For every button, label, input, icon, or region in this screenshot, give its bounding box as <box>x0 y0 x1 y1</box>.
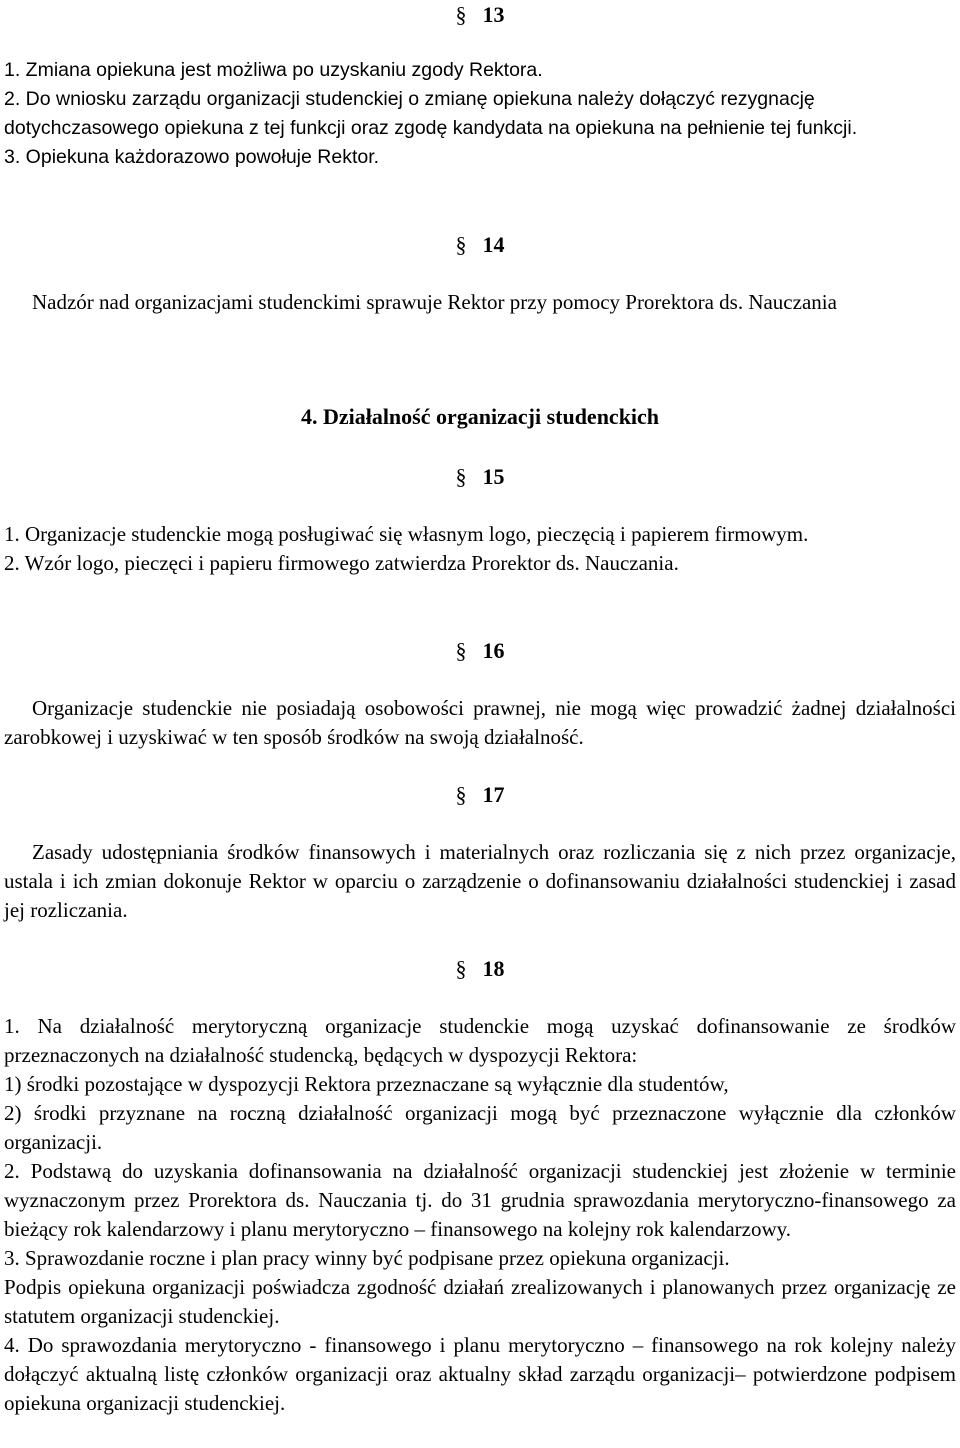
section-16-heading <box>0 636 960 666</box>
section-symbol: § <box>455 638 467 663</box>
paragraph: Nadzór nad organizacjami studenckimi sprawuje Rektor przy pomocy Prorektora ds. Nauczania <box>32 290 837 314</box>
section-number: 13 <box>482 2 505 27</box>
paragraph: 1. Na działalność merytoryczną organizacje studenckie mogą uzyskać dofinansowanie ze środków przeznaczonych na działalność studencką, będących w dyspozycji Rektora: <box>4 1014 956 1067</box>
chapter-heading: 4. Działalność organizacji studenckich <box>300 404 660 429</box>
paragraph: Organizacje studenckie nie posiadają osobowości prawnej, nie mogą więc prowadzić żadnej działalności zarobkowej i uzyskiwać w ten sposób środków na swoją działalność. <box>4 696 956 749</box>
paragraph: 2) środki przyznane na roczną działalność organizacji mogą być przeznaczone wyłącznie dla członków organizacji. <box>4 1101 956 1154</box>
section-13-body <box>4 56 956 172</box>
section-14-body <box>4 288 956 317</box>
section-17-heading <box>0 780 960 810</box>
paragraph: Podpis opiekuna organizacji poświadcza zgodność działań zrealizowanych i planowanych przez organizację ze statutem organizacji studenckiej. <box>4 1275 956 1328</box>
section-number: 15 <box>482 464 505 489</box>
section-symbol: § <box>455 464 467 489</box>
section-17-body <box>4 838 956 925</box>
section-symbol: § <box>455 956 467 981</box>
section-13-heading <box>0 0 960 30</box>
paragraph: 3. Opiekuna każdorazowo powołuje Rektor. <box>4 146 380 168</box>
paragraph: 1. Organizacje studenckie mogą posługiwać się własnym logo, pieczęcią i papierem firmowym. <box>4 522 809 546</box>
paragraph: 3. Sprawozdanie roczne i plan pracy winny być podpisane przez opiekuna organizacji. <box>4 1246 730 1270</box>
section-symbol: § <box>455 2 467 27</box>
section-15-heading <box>0 462 960 492</box>
section-16-body <box>4 694 956 752</box>
section-number: 16 <box>482 638 505 663</box>
paragraph: 4. Do sprawozdania merytoryczno - finansowego i planu merytoryczno – finansowego na rok kolejny należy dołączyć aktualną listę członków organizacji oraz aktualny skład zarządu organizacji– potwierdzone podpisem opiekuna organizacji studenckiej. <box>4 1333 956 1415</box>
section-number: 14 <box>482 232 505 257</box>
paragraph: 2. Do wniosku zarządu organizacji studenckiej o zmianę opiekuna należy dołączyć rezygnację dotychczasowego opiekuna z tej funkcji oraz zgodę kandydata na opiekuna na pełnienie tej funkcji. <box>4 88 858 139</box>
section-18-heading <box>0 954 960 984</box>
section-symbol: § <box>455 232 467 257</box>
section-18-body <box>4 1012 956 1418</box>
paragraph: Zasady udostępniania środków finansowych i materialnych oraz rozliczania się z nich przez organizacje, ustala i ich zmian dokonuje Rektor w oparciu o zarządzenie o dofinansowaniu działalności studenckiej i zasad jej rozliczania. <box>4 840 956 922</box>
paragraph: 1. Zmiana opiekuna jest możliwa po uzyskaniu zgody Rektora. <box>4 59 543 81</box>
paragraph: 1) środki pozostające w dyspozycji Rektora przeznaczane są wyłącznie dla studentów, <box>4 1072 729 1096</box>
section-14-heading <box>0 230 960 260</box>
section-number: 18 <box>482 956 505 981</box>
section-number: 17 <box>482 782 505 807</box>
paragraph: 2. Podstawą do uzyskania dofinansowania na działalność organizacji studenckiej jest złożenie w terminie wyznaczonym przez Prorektora ds. Nauczania tj. do 31 grudnia sprawozdania merytoryczno-finansowego za bieżący rok kalendarzowy i planu merytoryczno – finansowego na kolejny rok kalendarzowy. <box>4 1159 956 1241</box>
section-15-body <box>4 520 956 578</box>
paragraph: 2. Wzór logo, pieczęci i papieru firmowego zatwierdza Prorektor ds. Nauczania. <box>4 551 679 575</box>
section-symbol: § <box>455 782 467 807</box>
